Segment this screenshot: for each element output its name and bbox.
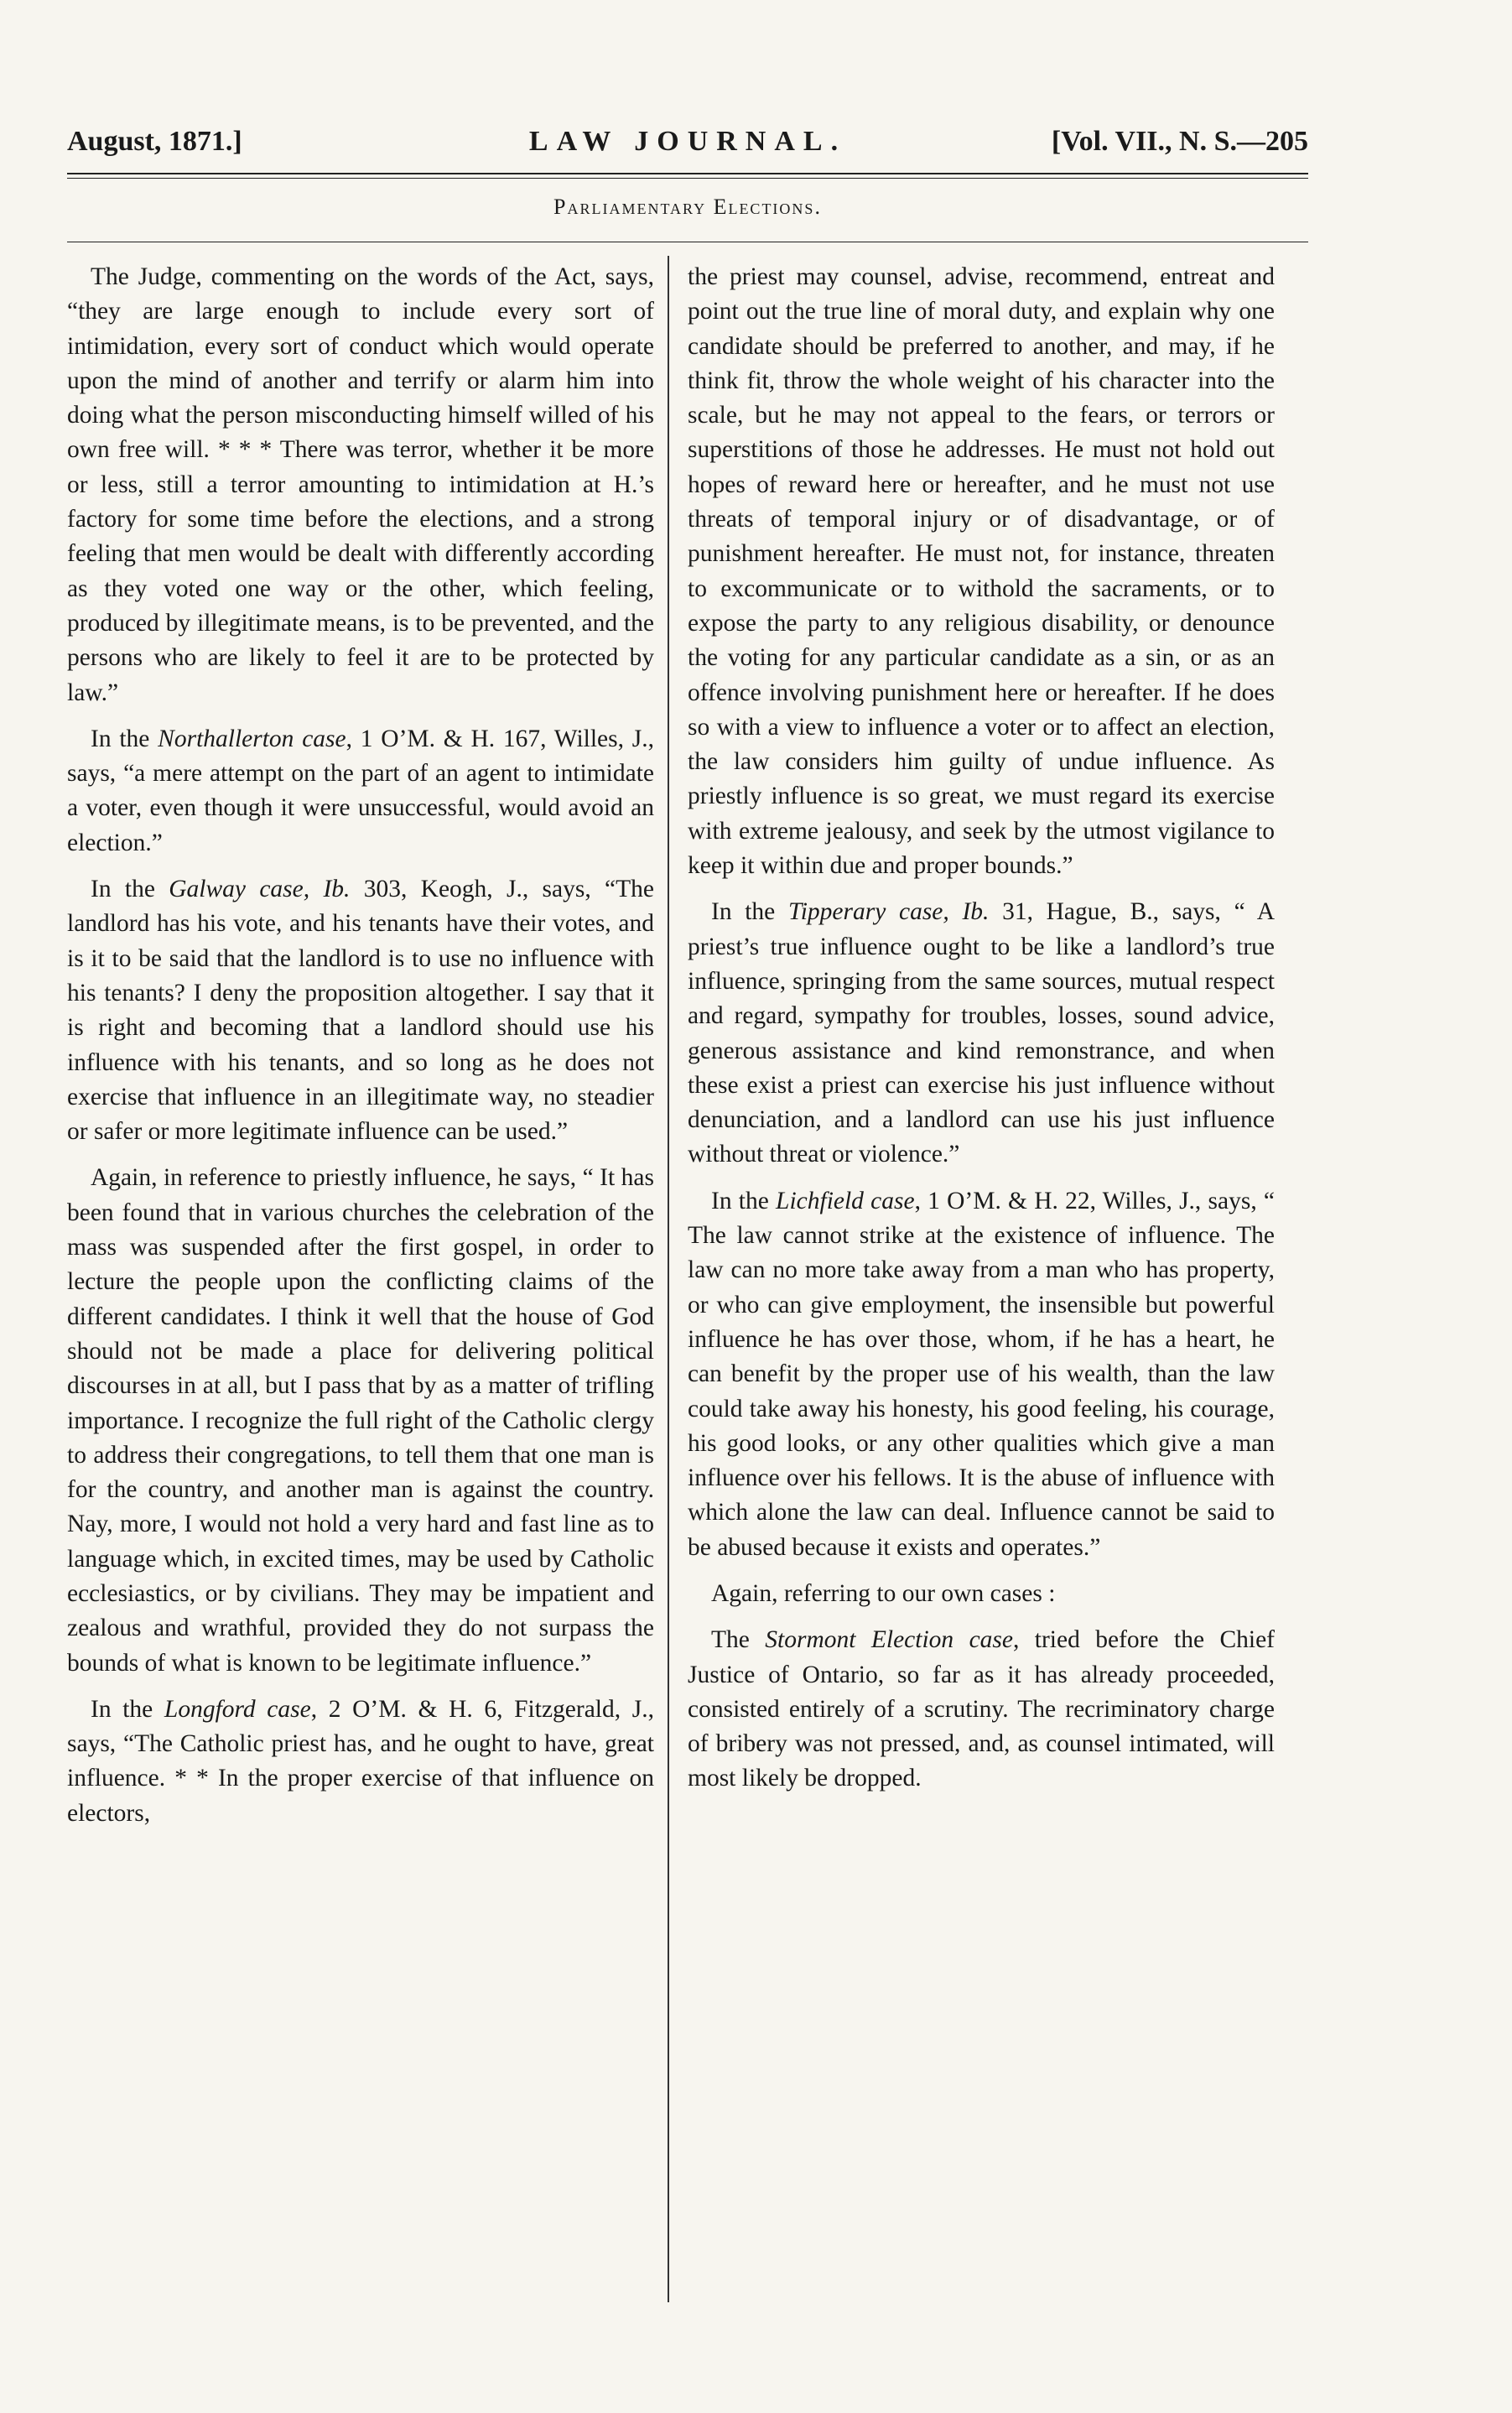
paragraph bbox=[688, 1623, 1275, 1796]
running-header bbox=[67, 126, 1308, 176]
left-column bbox=[67, 260, 654, 1843]
paragraph bbox=[67, 722, 654, 861]
paragraph bbox=[67, 260, 654, 710]
paragraph-text: In the bbox=[91, 876, 169, 903]
header-volume: [Vol. VII., N. S.—205 bbox=[1051, 126, 1308, 157]
case-name: Longford case bbox=[164, 1695, 311, 1723]
paragraph-text: 303, Keogh, J., says, “The landlord has his vote, and his tenants have their votes, and is it to be said that the landlord is to use no influence with his tenants? I deny the proposition altogether. I say that it is right and becoming that a landlord should use his influence with his tenants, and so long as he does not exercise that influence in an illegitimate way, no steadier or safer or more legitimate influence can be used.” bbox=[67, 876, 654, 1146]
paragraph-text: the priest may counsel, advise, recommend, entreat and point out the true line of moral duty, and explain why one candidate should be preferred to another, and may, if he think fit, throw the whole weight of his character into the scale, but he may not appeal to the fears, or terrors or superstitions of those he addresses. He must not hold out hopes of reward here or hereafter, and he must not use threats of temporal injury or of disadvantage, or of punishment hereafter. He must not, for instance, threaten to excommunicate or to withold the sacraments, or to expose the party to any religious disability, or denounce the voting for any particular candidate as a sin, or as an offence involving punishment here or hereafter. If he does so with a view to influence a voter or to affect an election, the law considers him guilty of undue influence. As priestly influence is so great, we must regard its exercise with extreme jealousy, and seek by the utmost vigilance to keep it within due and proper bounds.” bbox=[688, 263, 1275, 880]
paragraph-text: The bbox=[711, 1626, 766, 1654]
paragraph-text: , 1 O’M. & H. 167, Willes, J., says, “a mere attempt on the part of an agent to intimidate a voter, even though it were unsuccessful, would avoid an election.” bbox=[67, 725, 654, 856]
case-name: Stormont Election case bbox=[765, 1626, 1013, 1654]
case-name: Northallerton case bbox=[158, 725, 346, 752]
paragraph-text: In the bbox=[91, 1695, 164, 1723]
paragraph-text: In the bbox=[711, 898, 788, 926]
paragraph bbox=[688, 1184, 1275, 1565]
header-rule-top bbox=[67, 173, 1308, 174]
paragraph-text: 31, Hague, B., says, “ A priest’s true influence ought to be like a landlord’s true influence, springing from the same sources, mutual respect and regard, sympathy for troubles, losses, sound advice, generous assistance and kind remonstrance, and when these exist a priest can exercise his just influence without denunciation, and a landlord can use his just influence without threat or violence.” bbox=[688, 898, 1275, 1168]
paragraph-text: The Judge, commenting on the words of the Act, says, “they are large enough to include every sort of intimidation, every sort of conduct which would operate upon the mind of another and terrify or alarm him into doing what the person misconducting himself willed of his own free will. * * * There was terror, whether it be more or less, still a terror amounting to intimidation at H.’s factory for some time before the elections, and a strong feeling that men would be dealt with differently according as they voted one way or the other, which feeling, produced by illegitimate means, is to be prevented, and the persons who are likely to feel it are to be protected by law.” bbox=[67, 263, 654, 706]
header-date: August, 1871.] bbox=[67, 126, 242, 157]
paragraph bbox=[67, 872, 654, 1149]
right-column bbox=[688, 260, 1275, 1808]
paragraph-text: , 2 O’M. & H. 6, Fitzgerald, J., says, “The Catholic priest has, and he ought to have, great influence. * * In the proper exercise of that influence on electors, bbox=[67, 1695, 654, 1827]
header-rule-bottom bbox=[67, 178, 1308, 179]
paragraph-text: In the bbox=[91, 725, 158, 752]
paragraph-text: Again, referring to our own cases : bbox=[711, 1579, 1056, 1607]
paragraph bbox=[688, 1577, 1275, 1611]
case-name: Galway case, Ib. bbox=[169, 876, 351, 903]
section-title: Parliamentary Elections. bbox=[553, 195, 822, 219]
paragraph-text: , tried before the Chief Justice of Ontario, so far as it has already proceeded, consisted entirely of a scrutiny. The recriminatory charge of bribery was not pressed, and, as counsel intimated, will most likely be dropped. bbox=[688, 1626, 1275, 1792]
paragraph bbox=[67, 1161, 654, 1680]
paragraph bbox=[688, 260, 1275, 883]
header-journal-title: LAW JOURNAL. bbox=[528, 126, 847, 157]
paragraph-text: , 1 O’M. & H. 22, Willes, J., says, “ The law cannot strike at the existence of influence. The law can no more take away from a man who has property, or who can give employment, the insensible but powerful influence he has over those, whom, if he has a heart, he can benefit by the proper use of his wealth, than the law could take away his honesty, his good feeling, his courage, his good looks, or any other qualities which give a man influence over his fellows. It is the abuse of influence with which alone the law can deal. Influence cannot be said to be abused because it exists and operates.” bbox=[688, 1187, 1275, 1561]
case-name: Lichfield case bbox=[776, 1187, 915, 1214]
paragraph-text: Again, in reference to priestly influence, he says, “ It has been found that in various churches the celebration of the mass was suspended after the first gospel, in order to lecture the people upon the conflicting claims of the different candidates. I think it well that the house of God should not be made a place for delivering political discourses in at all, but I pass that by as a matter of trifling importance. I recognize the full right of the Catholic clergy to address their congregations, to tell them that one man is for the country, and another man is against the country. Nay, more, I would not hold a very hard and fast line as to language which, in excited times, may be used by Catholic ecclesiastics, or by civilians. They may be impatient and zealous and wrathful, provided they do not surpass the bounds of what is known to be legitimate influence.” bbox=[67, 1164, 654, 1677]
paragraph-text: In the bbox=[711, 1187, 777, 1214]
paragraph bbox=[67, 1693, 654, 1831]
column-divider bbox=[668, 256, 669, 2302]
case-name: Tipperary case, Ib. bbox=[787, 898, 990, 926]
paragraph bbox=[688, 895, 1275, 1172]
